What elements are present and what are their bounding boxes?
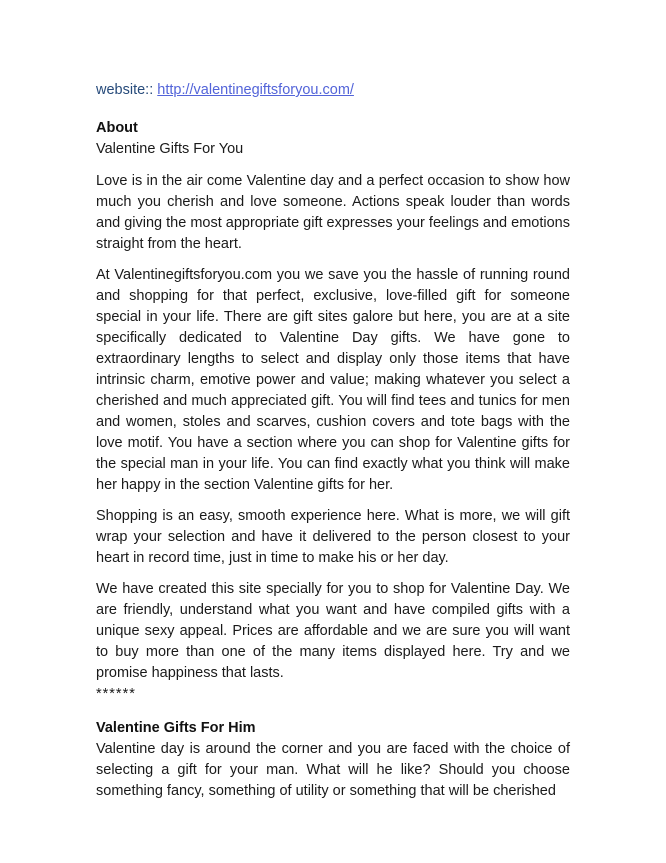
him-heading-block — [96, 718, 570, 739]
about-heading-block — [96, 118, 570, 160]
website-label: website:: — [96, 82, 154, 98]
about-subheading: Valentine Gifts For You — [96, 141, 244, 157]
about-paragraph-3: Shopping is an easy, smooth experience here. What is more, we will gift wrap your selection and have it delivered to the person closest to your heart in record time, just in time to make his or her day. — [96, 508, 570, 566]
website-link[interactable]: http://valentinegiftsforyou.com/ — [157, 82, 354, 98]
about-paragraph-4: We have created this site specially for you to shop for Valentine Day. We are friendly, understand what you want and have compiled gifts with a unique sexy appeal. Prices are affordable and we are sure you will want to buy more than one of the many items displayed here. Try and we promise happiness that lasts. — [96, 581, 570, 681]
asterisk-separator: ****** — [96, 686, 136, 702]
him-paragraph-1: Valentine day is around the corner and you are faced with the choice of selecting a gift for your man. What will he like? Should you choose something fancy, something of utility or something that will be cherished — [96, 741, 570, 799]
website-line — [96, 80, 570, 101]
him-heading: Valentine Gifts For Him — [96, 720, 256, 736]
about-heading: About — [96, 120, 138, 136]
about-paragraph-2: At Valentinegiftsforyou.com you we save you the hassle of running round and shopping for that perfect, exclusive, love-filled gift for someone special in your life. There are gift sites galore but here, you are at a site specifically dedicated to Valentine Day gifts. We have gone to extraordinary lengths to select and display only those items that have intrinsic charm, emotive power and value; making whatever you select a cherished and much appreciated gift. You will find tees and tunics for men and women, stoles and scarves, cushion covers and tote bags with the love motif. You have a section where you can shop for Valentine gifts for the special man in your life. You can find exactly what you think will make her happy in the section Valentine gifts for her. — [96, 267, 570, 493]
about-paragraph-1: Love is in the air come Valentine day and a perfect occasion to show how much you cherish and love someone. Actions speak louder than words and giving the most appropriate gift expresses your feelings and emotions straight from the heart. — [96, 173, 570, 252]
